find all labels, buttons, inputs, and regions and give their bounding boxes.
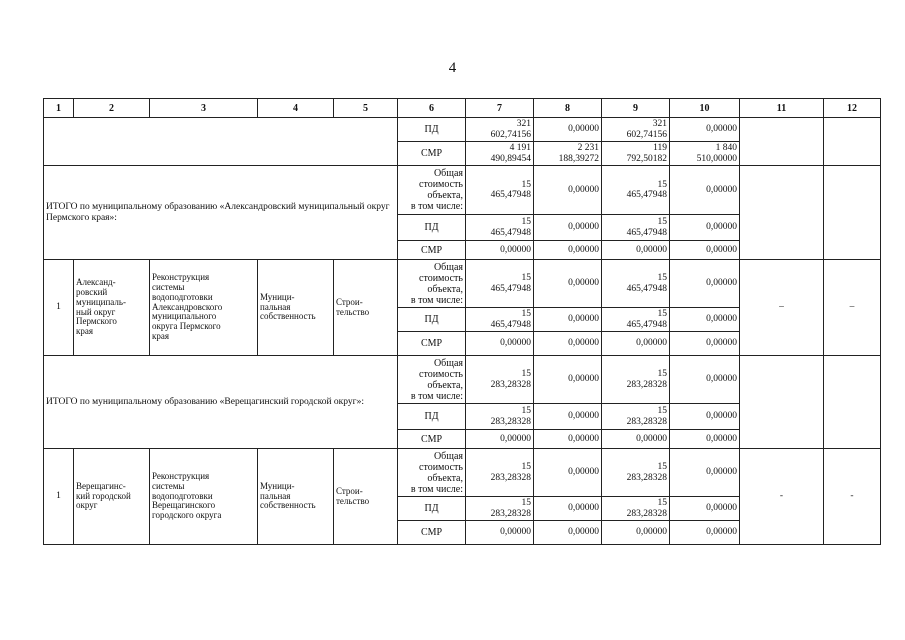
value-cell: 0,00000	[534, 260, 602, 308]
dash-cell: –	[824, 260, 881, 356]
value-cell: 0,00000	[466, 430, 534, 449]
value-cell: 321 602,74156	[466, 118, 534, 142]
header-cell: 10	[670, 99, 740, 118]
value-cell: 0,00000	[534, 308, 602, 332]
value-cell: 15 465,47948	[602, 308, 670, 332]
object-cell: Реконструкция системы водоподготовки Александровского муниципального округа Пермского края	[150, 260, 258, 356]
value-cell: 0,00000	[670, 118, 740, 142]
value-cell: 0,00000	[670, 332, 740, 356]
row-label: СМР	[398, 430, 466, 449]
value-cell: 15 465,47948	[466, 215, 534, 241]
header-cell: 8	[534, 99, 602, 118]
blank-cell	[740, 166, 824, 260]
row-label: ПД	[398, 215, 466, 241]
value-cell: 0,00000	[670, 497, 740, 521]
blank-cell	[740, 356, 824, 449]
blank-cell	[824, 356, 881, 449]
value-cell: 0,00000	[534, 215, 602, 241]
value-cell: 321 602,74156	[602, 118, 670, 142]
row-label: ПД	[398, 497, 466, 521]
blank-cell	[824, 166, 881, 260]
header-cell: 12	[824, 99, 881, 118]
row-label: ПД	[398, 308, 466, 332]
value-cell: 0,00000	[534, 241, 602, 260]
value-cell: 15 465,47948	[602, 166, 670, 215]
table-row	[44, 260, 881, 308]
blank-cell	[740, 118, 824, 166]
value-cell: 15 283,28328	[602, 497, 670, 521]
value-cell: 0,00000	[534, 521, 602, 545]
table-row	[44, 449, 881, 497]
blank-cell	[824, 118, 881, 166]
object-cell: Реконструкция системы водоподготовки Верещагинского городского округа	[150, 449, 258, 545]
value-cell: 15 465,47948	[466, 166, 534, 215]
header-cell: 4	[258, 99, 334, 118]
row-label: Общая стоимость объекта, в том числе:	[398, 356, 466, 404]
value-cell: 119 792,50182	[602, 142, 670, 166]
ownership-cell: Муници- пальная собственность	[258, 260, 334, 356]
row-label: ПД	[398, 404, 466, 430]
value-cell: 0,00000	[670, 241, 740, 260]
value-cell: 0,00000	[534, 356, 602, 404]
ownership-cell: Муници- пальная собственность	[258, 449, 334, 545]
work-type-cell: Строи- тельство	[334, 260, 398, 356]
value-cell: 15 283,28328	[602, 356, 670, 404]
header-cell: 7	[466, 99, 534, 118]
total-title: ИТОГО по муниципальному образованию «Верещагинский городской округ»:	[44, 356, 398, 449]
value-cell: 15 283,28328	[602, 449, 670, 497]
value-cell: 0,00000	[670, 404, 740, 430]
row-label: СМР	[398, 332, 466, 356]
value-cell: 0,00000	[670, 521, 740, 545]
dash-cell: –	[740, 260, 824, 356]
row-label: СМР	[398, 142, 466, 166]
value-cell: 0,00000	[670, 356, 740, 404]
value-cell: 0,00000	[534, 430, 602, 449]
value-cell: 0,00000	[466, 332, 534, 356]
municipality-cell: Верещагинс- кий городской округ	[74, 449, 150, 545]
value-cell: 0,00000	[670, 430, 740, 449]
municipality-cell: Александ- ровский муниципаль- ный округ Пермского края	[74, 260, 150, 356]
value-cell: 15 465,47948	[466, 260, 534, 308]
row-label: СМР	[398, 521, 466, 545]
row-label: ПД	[398, 118, 466, 142]
row-label: СМР	[398, 241, 466, 260]
value-cell: 2 231 188,39272	[534, 142, 602, 166]
value-cell: 15 283,28328	[466, 497, 534, 521]
value-cell: 0,00000	[466, 241, 534, 260]
row-label: Общая стоимость объекта, в том числе:	[398, 449, 466, 497]
header-cell: 5	[334, 99, 398, 118]
value-cell: 0,00000	[534, 497, 602, 521]
header-row	[44, 99, 881, 118]
row-label: Общая стоимость объекта, в том числе:	[398, 260, 466, 308]
row-number: 1	[44, 449, 74, 545]
value-cell: 15 283,28328	[602, 404, 670, 430]
value-cell: 15 465,47948	[602, 260, 670, 308]
value-cell: 15 283,28328	[466, 404, 534, 430]
dash-cell: -	[740, 449, 824, 545]
header-cell: 9	[602, 99, 670, 118]
table-row	[44, 118, 881, 142]
table-row	[44, 166, 881, 215]
budget-table	[43, 98, 881, 545]
value-cell: 4 191 490,89454	[466, 142, 534, 166]
value-cell: 0,00000	[602, 430, 670, 449]
value-cell: 15 283,28328	[466, 356, 534, 404]
value-cell: 0,00000	[670, 260, 740, 308]
work-type-cell: Строи- тельство	[334, 449, 398, 545]
value-cell: 15 465,47948	[466, 308, 534, 332]
value-cell: 0,00000	[670, 215, 740, 241]
value-cell: 0,00000	[670, 166, 740, 215]
total-title: ИТОГО по муниципальному образованию «Александровский муниципальный округ Пермского края»:	[44, 166, 398, 260]
row-number: 1	[44, 260, 74, 356]
value-cell: 0,00000	[466, 521, 534, 545]
value-cell: 0,00000	[602, 332, 670, 356]
header-cell: 2	[74, 99, 150, 118]
header-cell: 1	[44, 99, 74, 118]
value-cell: 15 283,28328	[466, 449, 534, 497]
row-label: Общая стоимость объекта, в том числе:	[398, 166, 466, 215]
value-cell: 1 840 510,00000	[670, 142, 740, 166]
value-cell: 0,00000	[534, 118, 602, 142]
value-cell: 0,00000	[534, 404, 602, 430]
value-cell: 0,00000	[602, 241, 670, 260]
value-cell: 0,00000	[670, 308, 740, 332]
value-cell: 0,00000	[670, 449, 740, 497]
dash-cell: -	[824, 449, 881, 545]
value-cell: 0,00000	[534, 166, 602, 215]
blank-cell	[44, 118, 398, 166]
header-cell: 11	[740, 99, 824, 118]
table-row	[44, 356, 881, 404]
value-cell: 15 465,47948	[602, 215, 670, 241]
header-cell: 3	[150, 99, 258, 118]
page-number: 4	[448, 60, 457, 76]
header-cell: 6	[398, 99, 466, 118]
value-cell: 0,00000	[534, 449, 602, 497]
value-cell: 0,00000	[602, 521, 670, 545]
value-cell: 0,00000	[534, 332, 602, 356]
